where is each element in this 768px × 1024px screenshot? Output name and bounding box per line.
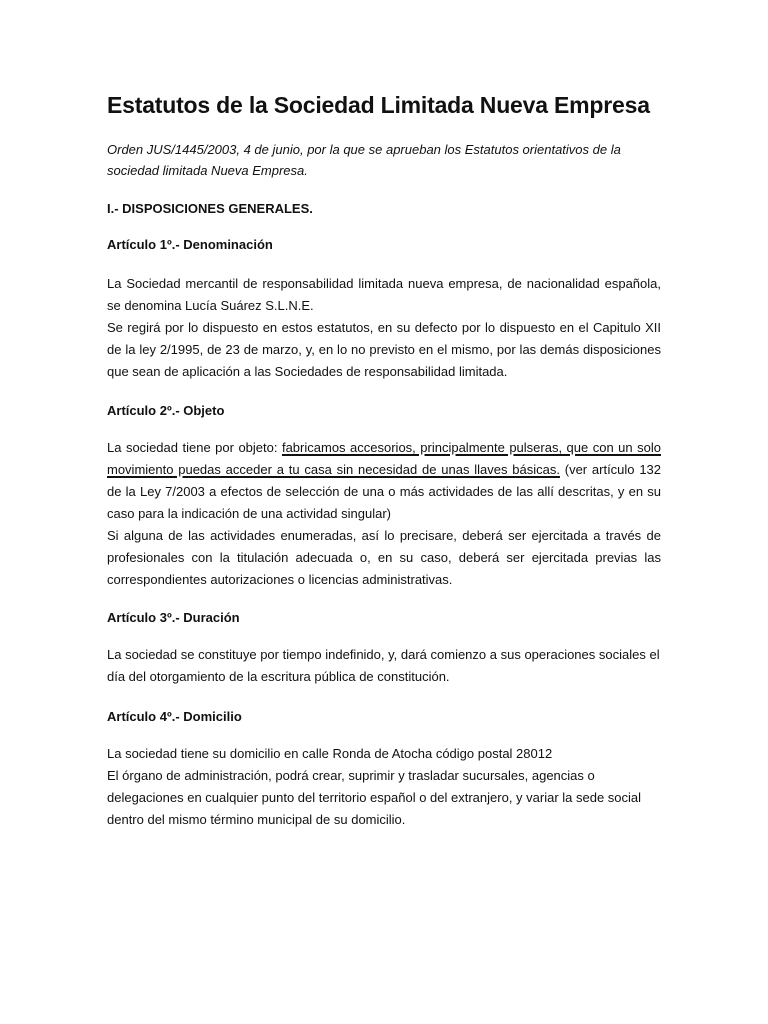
article-1-heading: Artículo 1º.- Denominación: [107, 237, 273, 252]
article-3-paragraph-1: La sociedad se constituye por tiempo indefinido, y, dará comienzo a sus operaciones sociales el día del otorgamiento de la escritura pública de constitución.: [107, 647, 660, 684]
article-4-body: [107, 743, 661, 831]
section-heading: I.- DISPOSICIONES GENERALES.: [107, 201, 313, 216]
article-4-paragraph-1: La sociedad tiene su domicilio en calle Ronda de Atocha código postal 28012: [107, 746, 553, 761]
object-reference: (ver artículo 132 de la Ley 7/2003 a efectos de selección de una o más actividades de las allí descritas, y en su caso para la indicación de una actividad singular): [107, 462, 662, 521]
article-3-body: [107, 644, 661, 688]
document-subtitle: Orden JUS/1445/2003, 4 de junio, por la que se aprueban los Estatutos orientativos de la sociedad limitada Nueva Empresa.: [107, 142, 621, 178]
article-3-heading: Artículo 3º.- Duración: [107, 610, 240, 625]
article-4-heading: Artículo 4º.- Domicilio: [107, 709, 242, 724]
article-1-body: [107, 273, 661, 383]
article-2-heading: Artículo 2º.- Objeto: [107, 403, 225, 418]
article-4-paragraph-2: El órgano de administración, podrá crear, suprimir y trasladar sucursales, agencias o delegaciones en cualquier punto del territorio español o del extranjero, y variar la sede social dentro del mismo término municipal de su domicilio.: [107, 768, 642, 827]
object-description-underlined: fabricamos accesorios, principalmente pulseras, que con un solo movimiento puedas acceder a tu casa sin necesidad de unas llaves básicas.: [107, 440, 661, 477]
article-2-paragraph-1: [107, 437, 661, 525]
article-1-paragraph-1: La Sociedad mercantil de responsabilidad limitada nueva empresa, de nacionalidad española, se denomina Lucía Suárez S.L.N.E.: [107, 276, 661, 313]
article-2-paragraph-2: Si alguna de las actividades enumeradas, así lo precisare, deberá ser ejercitada a través de profesionales con la titulación adecuada o, en su caso, deberá ser ejercitada previas las correspondientes autorizaciones o licencias administrativas.: [107, 528, 661, 587]
object-intro: La sociedad tiene por objeto:: [107, 440, 282, 455]
document-title: Estatutos de la Sociedad Limitada Nueva Empresa: [107, 92, 650, 118]
article-1-paragraph-2: Se regirá por lo dispuesto en estos estatutos, en su defecto por lo dispuesto en el Capitulo XII de la ley 2/1995, de 23 de marzo, y, en lo no previsto en el mismo, por las demás disposiciones que sean de aplicación a las Sociedades de responsabilidad limitada.: [107, 320, 661, 379]
article-2-body: [107, 437, 661, 591]
